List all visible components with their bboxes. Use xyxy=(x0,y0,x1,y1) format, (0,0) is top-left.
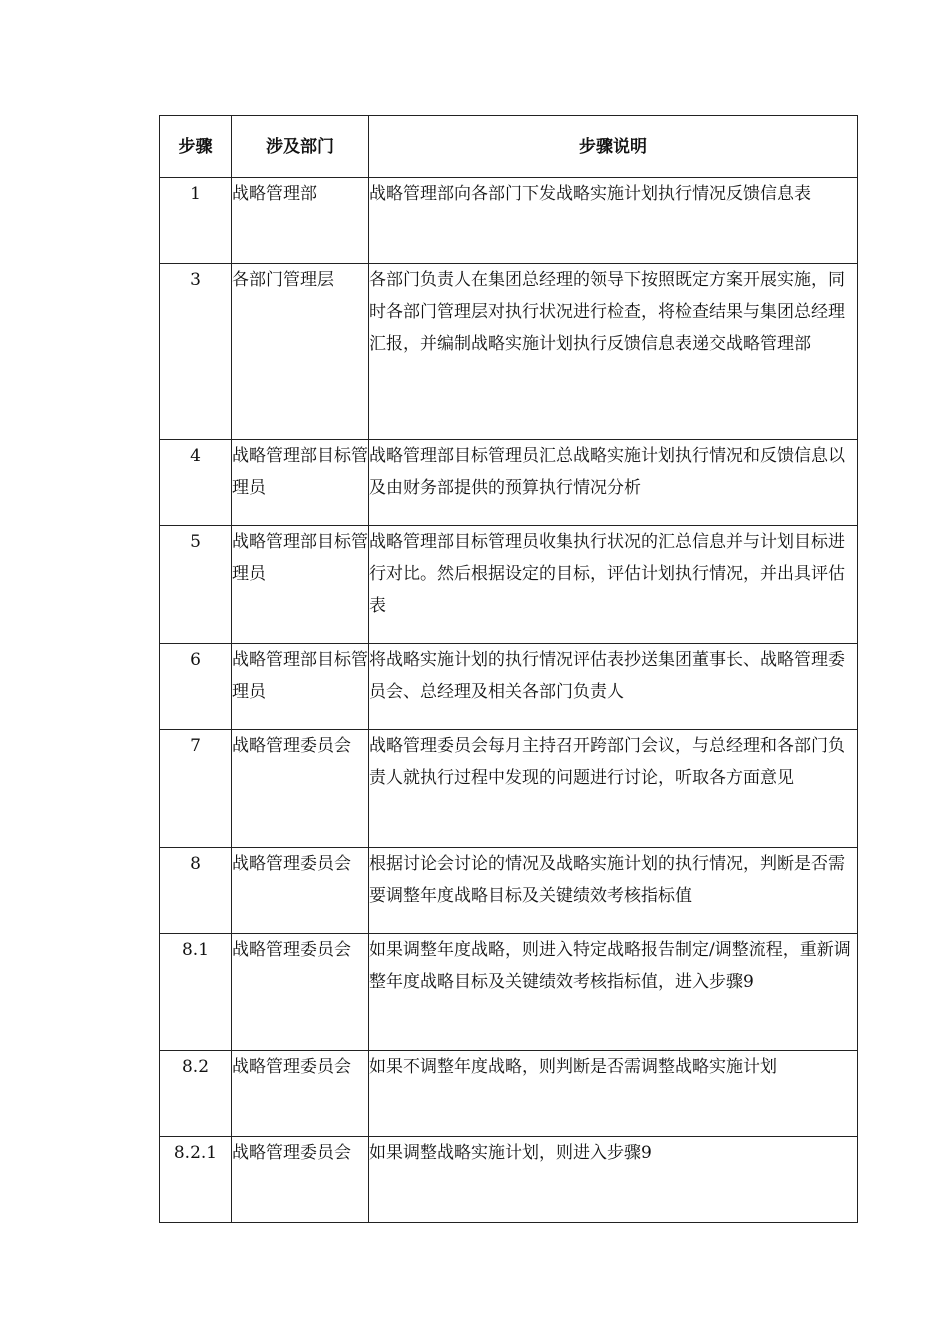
department-cell: 战略管理部目标管理员 xyxy=(232,440,369,526)
description-cell: 各部门负责人在集团总经理的领导下按照既定方案开展实施，同时各部门管理层对执行状况进行检查，将检查结果与集团总经理汇报，并编制战略实施计划执行反馈信息表递交战略管理部 xyxy=(369,264,858,440)
description-cell: 将战略实施计划的执行情况评估表抄送集团董事长、战略管理委员会、总经理及相关各部门负责人 xyxy=(369,644,858,730)
header-description: 步骤说明 xyxy=(369,116,858,178)
department-cell: 战略管理部目标管理员 xyxy=(232,526,369,644)
table-row xyxy=(160,644,858,730)
table-row xyxy=(160,440,858,526)
step-number: 8.2 xyxy=(160,1051,232,1137)
step-number: 4 xyxy=(160,440,232,526)
description-cell: 如果不调整年度战略，则判断是否需调整战略实施计划 xyxy=(369,1051,858,1137)
header-department: 涉及部门 xyxy=(232,116,369,178)
step-number: 8.1 xyxy=(160,934,232,1051)
table-row xyxy=(160,264,858,440)
description-cell: 根据讨论会讨论的情况及战略实施计划的执行情况，判断是否需要调整年度战略目标及关键绩效考核指标值 xyxy=(369,848,858,934)
table-row xyxy=(160,848,858,934)
step-number: 3 xyxy=(160,264,232,440)
department-cell: 战略管理委员会 xyxy=(232,934,369,1051)
table-row xyxy=(160,1051,858,1137)
step-number: 1 xyxy=(160,178,232,264)
step-number: 7 xyxy=(160,730,232,848)
description-cell: 如果调整战略实施计划，则进入步骤9 xyxy=(369,1137,858,1223)
step-number: 8.2.1 xyxy=(160,1137,232,1223)
process-steps-table xyxy=(159,115,858,1223)
table-row xyxy=(160,526,858,644)
table-header-row xyxy=(160,116,858,178)
table-row xyxy=(160,934,858,1051)
table-row xyxy=(160,1137,858,1223)
description-cell: 战略管理部向各部门下发战略实施计划执行情况反馈信息表 xyxy=(369,178,858,264)
step-number: 6 xyxy=(160,644,232,730)
table-row xyxy=(160,730,858,848)
table-row xyxy=(160,178,858,264)
step-number: 5 xyxy=(160,526,232,644)
department-cell: 战略管理委员会 xyxy=(232,1051,369,1137)
description-cell: 战略管理部目标管理员收集执行状况的汇总信息并与计划目标进行对比。然后根据设定的目标，评估计划执行情况，并出具评估表 xyxy=(369,526,858,644)
step-number: 8 xyxy=(160,848,232,934)
description-cell: 战略管理委员会每月主持召开跨部门会议，与总经理和各部门负责人就执行过程中发现的问题进行讨论，听取各方面意见 xyxy=(369,730,858,848)
department-cell: 战略管理部目标管理员 xyxy=(232,644,369,730)
department-cell: 各部门管理层 xyxy=(232,264,369,440)
department-cell: 战略管理委员会 xyxy=(232,730,369,848)
description-cell: 战略管理部目标管理员汇总战略实施计划执行情况和反馈信息以及由财务部提供的预算执行情况分析 xyxy=(369,440,858,526)
department-cell: 战略管理部 xyxy=(232,178,369,264)
department-cell: 战略管理委员会 xyxy=(232,848,369,934)
header-step: 步骤 xyxy=(160,116,232,178)
description-cell: 如果调整年度战略，则进入特定战略报告制定/调整流程，重新调整年度战略目标及关键绩效考核指标值，进入步骤9 xyxy=(369,934,858,1051)
department-cell: 战略管理委员会 xyxy=(232,1137,369,1223)
